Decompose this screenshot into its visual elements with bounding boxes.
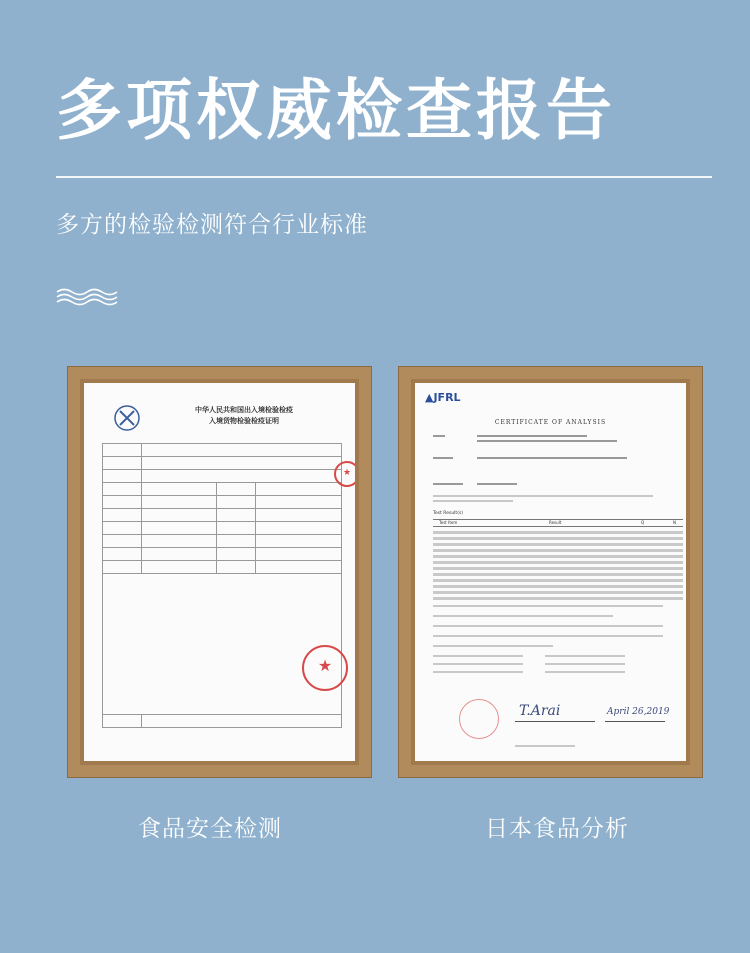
- signature-date: April 26,2019: [607, 707, 670, 717]
- title-divider: [56, 176, 712, 178]
- red-official-seal: ★: [302, 645, 348, 691]
- caption-food-safety: 食品安全检测: [138, 816, 282, 842]
- results-table-header: Test Item Result Q N: [433, 519, 683, 527]
- certificate-frame-food-safety: [67, 366, 372, 778]
- jfrl-logo-icon: ▲JFRL: [425, 391, 461, 404]
- red-lab-seal: [459, 699, 499, 739]
- certificate-frame-japan-analysis: [398, 366, 703, 778]
- certificate-title: CERTIFICATE OF ANALYSIS: [494, 419, 607, 426]
- document-title-line1: 中华人民共和国出入境检验检疫: [195, 406, 293, 414]
- results-table-rows: [433, 528, 683, 603]
- certificate-document: [415, 383, 686, 761]
- red-corner-seal: ★: [334, 461, 355, 487]
- wave-decoration-icon: [56, 288, 118, 306]
- test-results-label: Test Result(s): [433, 511, 464, 516]
- analyst-signature: T.Arai: [519, 703, 561, 719]
- page-subtitle: 多方的检验检测符合行业标准: [56, 212, 368, 238]
- quarantine-emblem-icon: [112, 403, 142, 433]
- inspection-form-table: [102, 443, 342, 728]
- page-title: 多项权威检查报告: [56, 72, 616, 149]
- certificate-document: [84, 383, 355, 761]
- document-title-line2: 入境货物检验检疫证明: [209, 417, 279, 425]
- caption-japan-analysis: 日本食品分析: [485, 816, 629, 842]
